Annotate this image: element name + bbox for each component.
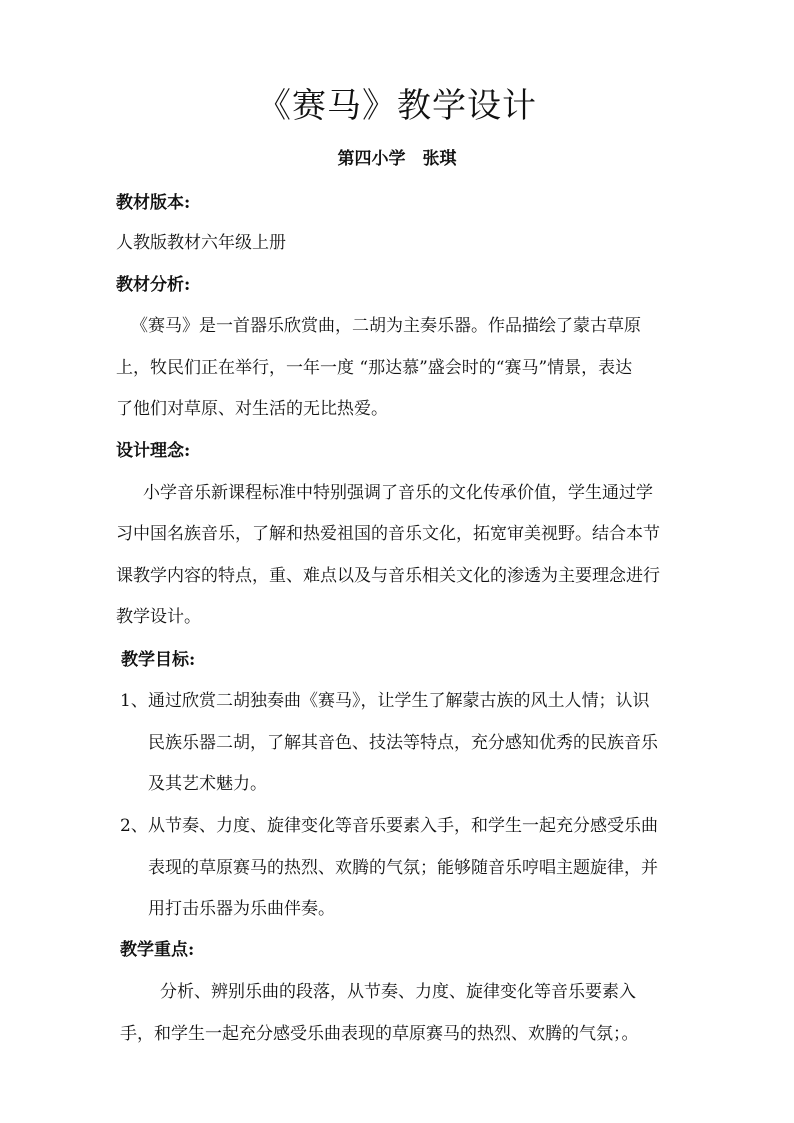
section-heading-goals: 教学目标:: [121, 650, 196, 670]
goal-item-line: 通过欣赏二胡独奏曲《赛马》，让学生了解蒙古族的风土人情；认识: [148, 691, 650, 711]
concept-line: 教学设计。: [116, 607, 201, 627]
key-points-line: 手，和学生一起充分感受乐曲表现的草原赛马的热烈、欢腾的气氛；。: [120, 1024, 639, 1044]
concept-line: 小学音乐新课程标准中特别强调了音乐的文化传承价值，学生通过学: [143, 483, 653, 503]
key-points-line: 分析、辨别乐曲的段落，从节奏、力度、旋律变化等音乐要素入: [160, 982, 636, 1002]
document-title: 《赛马》教学设计: [257, 86, 537, 126]
goal-item-number: 1、: [120, 691, 148, 711]
section-heading-concept: 设计理念:: [116, 441, 191, 461]
document-author: 第四小学 张琪: [337, 149, 457, 169]
analysis-line: 《赛马》是一首器乐欣赏曲，二胡为主奏乐器。作品描绘了蒙古草原: [131, 316, 641, 336]
goal-item-line: 民族乐器二胡，了解其音色、技法等特点，充分感知优秀的民族音乐: [148, 733, 658, 753]
edition-text: 人教版教材六年级上册: [116, 233, 286, 253]
concept-line: 课教学内容的特点，重、难点以及与音乐相关文化的渗透为主要理念进行: [116, 566, 660, 586]
section-heading-key-points: 教学重点:: [120, 940, 195, 960]
analysis-line: 了他们对草原、对生活的无比热爱。: [116, 399, 388, 419]
concept-line: 习中国名族音乐，了解和热爱祖国的音乐文化，拓宽审美视野。结合本节: [116, 524, 660, 544]
goal-item-line: 表现的草原赛马的热烈、欢腾的气氛；能够随音乐哼唱主题旋律，并: [148, 858, 658, 878]
section-heading-analysis: 教材分析:: [116, 275, 191, 295]
goal-item-number: 2、: [120, 816, 148, 836]
goal-item-line: 及其艺术魅力。: [148, 774, 267, 794]
section-heading-edition: 教材版本:: [116, 193, 191, 213]
goal-item-line: 用打击乐器为乐曲伴奏。: [148, 899, 335, 919]
analysis-line: 上，牧民们正在举行，一年一度 “那达慕”盛会时的“赛马”情景，表达: [116, 358, 633, 378]
goal-item-line: 从节奏、力度、旋律变化等音乐要素入手，和学生一起充分感受乐曲: [148, 816, 658, 836]
